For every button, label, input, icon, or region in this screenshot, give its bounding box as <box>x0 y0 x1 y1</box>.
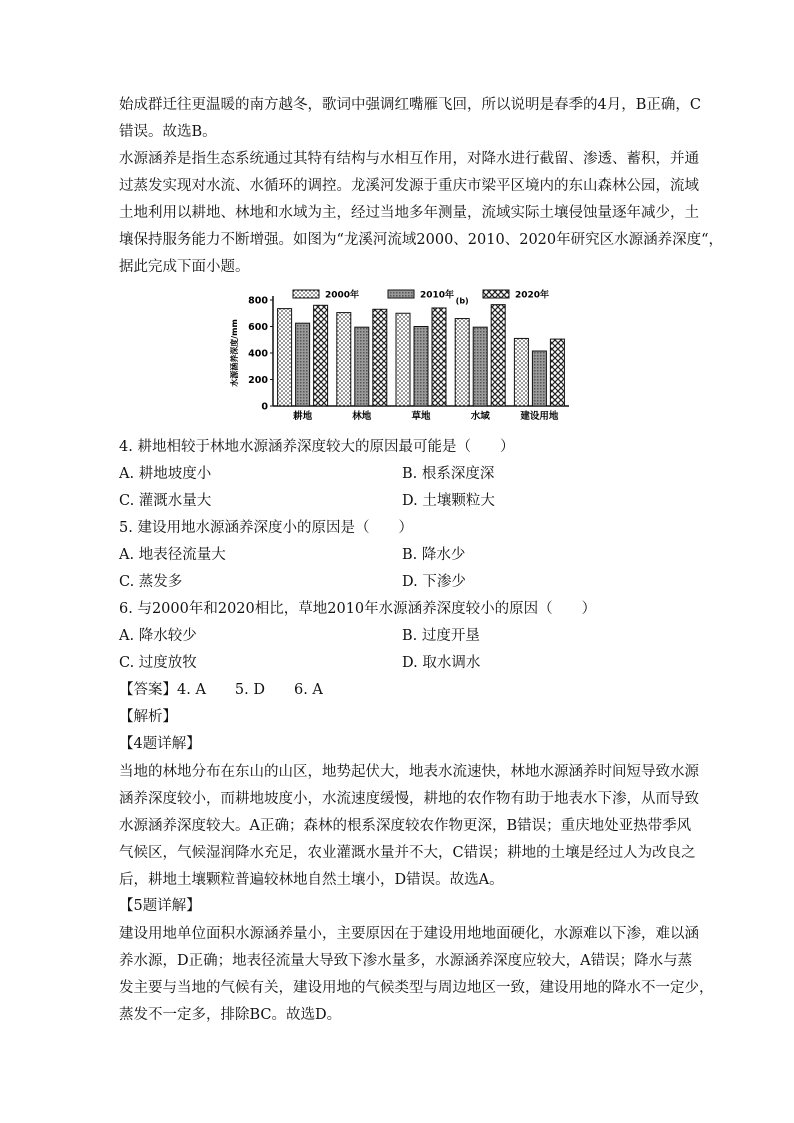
text-line: 据此完成下面小题。 <box>119 259 250 275</box>
text-line: 水源涵养深度较大。A正确；森林的根系深度较农作物更深，B错误；重庆地处亚热带季风 <box>119 818 692 834</box>
bar <box>491 305 505 406</box>
bar-chart <box>225 286 575 428</box>
text-line: 涵养深度较小，而耕地坡度小，水流速度缓慢，耕地的农作物有助于地表水下渗，从而导致 <box>119 791 699 807</box>
text-line: 养水源，D正确；地表径流量大导致下渗水量多，水源涵养深度应较大，A错误；降水与蒸 <box>119 953 693 969</box>
bar <box>396 313 410 406</box>
bar-chart-svg <box>225 286 575 428</box>
text-line: 土地利用以耕地、林地和水域为主，经过当地多年测量，流域实际土壤侵蚀量逐年减少，土 <box>119 205 699 221</box>
x-tick-label: 耕地 <box>293 411 313 422</box>
bar <box>314 305 328 406</box>
bar <box>278 309 292 406</box>
legend-swatch <box>388 290 414 298</box>
text-line: 蒸发不一定多，排除BC。故选D。 <box>119 1007 342 1023</box>
question-5-detail-heading: 【5题详解】 <box>119 898 201 914</box>
text-line: 发主要与当地的气候有关，建设用地的气候类型与周边地区一致，建设用地的降水不一定少， <box>119 980 714 996</box>
analysis-heading: 【解析】 <box>119 709 177 725</box>
bar <box>532 351 546 406</box>
x-tick-label: 建设用地 <box>520 411 559 422</box>
bar <box>514 338 528 406</box>
question-5-option-d: D. 下渗少 <box>402 574 466 590</box>
text-line: 壤保持服务能力不断增强。如图为“龙溪河流域2000、2010、2020年研究区水源涵养深度“， <box>119 232 724 248</box>
question-4-option-b: B. 根系深度深 <box>402 466 495 482</box>
answer-line: 【答案】4. A 5. D 6. A <box>119 682 323 698</box>
y-tick-label: 0 <box>261 401 268 413</box>
question-4-detail-heading: 【4题详解】 <box>119 736 201 752</box>
bar <box>337 313 351 406</box>
question-6-option-b: B. 过度开垦 <box>402 628 480 644</box>
y-axis-title: 水源涵养深度/mm <box>230 319 239 387</box>
text-line: 始成群迁往更温暖的南方越冬，歌词中强调红嘴雁飞回，所以说明是春季的4月，B正确，C <box>119 97 701 113</box>
question-4-option-a: A. 耕地坡度小 <box>119 466 212 482</box>
bar <box>455 319 469 406</box>
question-6-option-a: A. 降水较少 <box>119 628 197 644</box>
legend-swatch <box>483 290 509 298</box>
paragraph-previous-answer <box>119 92 701 146</box>
text-line: 气候区，气候湿润降水充足，农业灌溉水量并不大，C错误；耕地的土壤是经过人为改良之 <box>119 845 696 861</box>
bar <box>414 327 428 407</box>
bar <box>355 327 369 406</box>
text-line: 建设用地单位面积水源涵养量小，主要原因在于建设用地地面硬化，水源难以下渗，难以涵 <box>119 926 699 942</box>
question-6-option-d: D. 取水调水 <box>402 655 481 671</box>
question-4-stem: 4. 耕地相较于林地水源涵养深度较大的原因最可能是（ ） <box>119 439 515 455</box>
text-line: 错误。故选B。 <box>119 124 217 140</box>
text-line: 过蒸发实现对水流、水循环的调控。龙溪河发源于重庆市梁平区境内的东山森林公园，流域 <box>119 178 699 194</box>
question-5-explanation <box>119 921 714 1029</box>
bar <box>432 308 446 406</box>
bar <box>296 323 310 406</box>
paragraph-intro <box>119 146 724 281</box>
chart-annotation: (b) <box>455 296 469 306</box>
y-tick-label: 400 <box>248 348 268 360</box>
bar <box>550 339 564 406</box>
x-tick-label: 林地 <box>352 411 372 422</box>
text-line: 当地的林地分布在东山的山区，地势起伏大，地表水流速快，林地水源涵养时间短导致水源 <box>119 764 699 780</box>
text-line: 水源涵养是指生态系统通过其特有结构与水相互作用，对降水进行截留、渗透、蓄积，并通 <box>119 151 699 167</box>
bar <box>373 309 387 406</box>
question-5-option-a: A. 地表径流量大 <box>119 547 226 563</box>
question-4-option-d: D. 土壤颗粒大 <box>402 493 495 509</box>
text-line: 后，耕地土壤颗粒普遍较林地自然土壤小，D错误。故选A。 <box>119 872 504 888</box>
x-tick-label: 水域 <box>470 411 490 422</box>
y-tick-label: 800 <box>248 295 268 307</box>
question-4-explanation <box>119 759 699 894</box>
question-5-option-c: C. 蒸发多 <box>119 574 183 590</box>
y-tick-label: 200 <box>248 375 268 386</box>
legend-label: 2010年 <box>420 290 455 301</box>
legend-label: 2000年 <box>325 290 360 301</box>
question-6-stem: 6. 与2000年和2020相比，草地2010年水源涵养深度较小的原因（ ） <box>119 601 597 617</box>
question-5-option-b: B. 降水少 <box>402 547 466 563</box>
legend-swatch <box>293 290 319 298</box>
bar <box>473 327 487 406</box>
y-tick-label: 600 <box>248 322 268 333</box>
legend-label: 2020年 <box>515 290 550 301</box>
question-4-option-c: C. 灌溉水量大 <box>119 493 212 509</box>
question-6-option-c: C. 过度放牧 <box>119 655 197 671</box>
x-tick-label: 草地 <box>411 411 431 422</box>
question-5-stem: 5. 建设用地水源涵养深度小的原因是（ ） <box>119 520 413 536</box>
